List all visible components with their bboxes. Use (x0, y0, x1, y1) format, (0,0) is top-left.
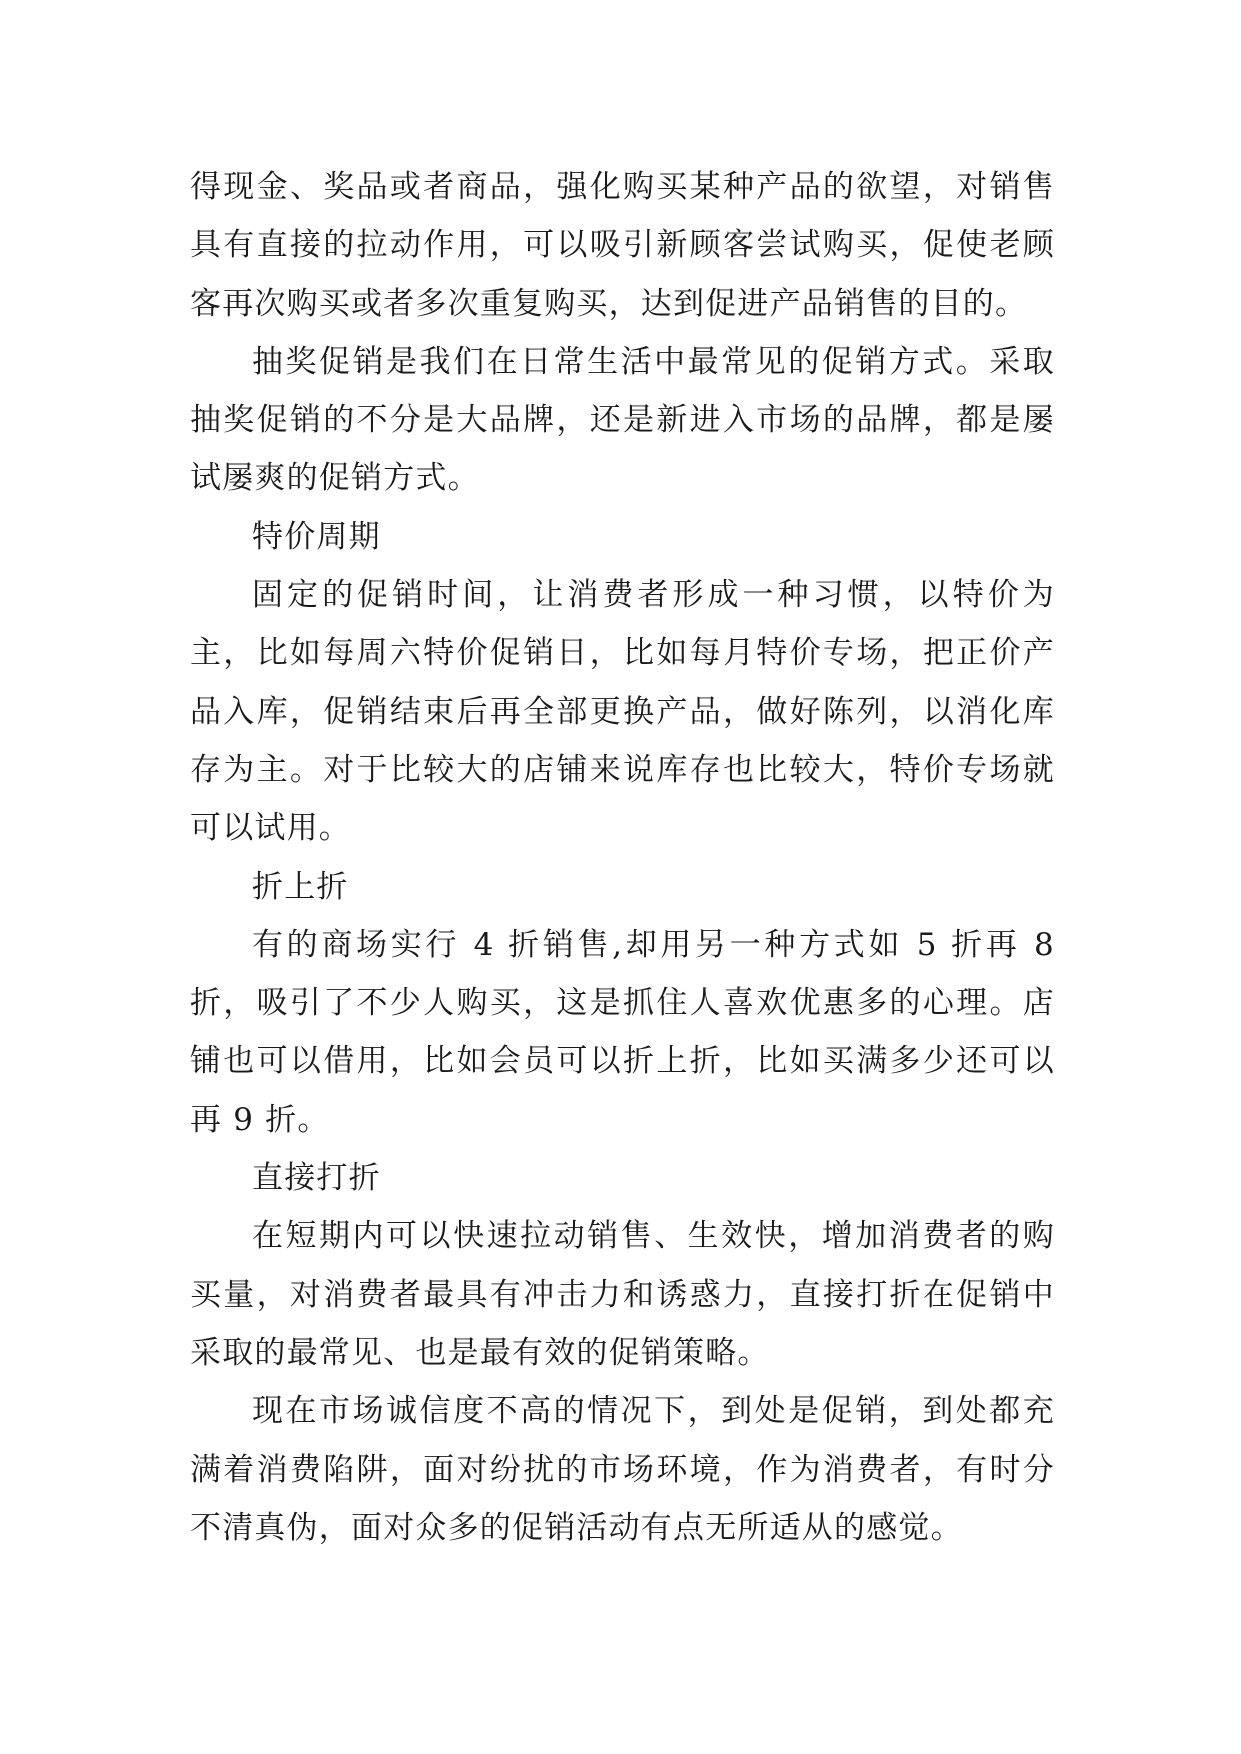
paragraph-continued: 得现金、奖品或者商品，强化购买某种产品的欲望，对销售具有直接的拉动作用，可以吸引新顾客尝试购买，促使老顾客再次购买或者多次重复购买，达到促进产品销售的目的。 (190, 169, 1055, 322)
heading-discount-on-discount: 折上折 (252, 868, 349, 905)
heading-special-price-cycle: 特价周期 (252, 518, 381, 555)
paragraph-discount-on-discount: 有的商场实行 4 折销售,却用另一种方式如 5 折再 8 折，吸引了不少人购买，这是抓住人喜欢优惠多的心理。店铺也可以借用，比如会员可以折上折，比如买满多少还可以再 9 折。 (190, 926, 1055, 1138)
paragraph-direct-discount: 在短期内可以快速拉动销售、生效快，增加消费者的购买量，对消费者最具有冲击力和诱惑力，直接打折在促销中采取的最常见、也是最有效的促销策略。 (190, 1218, 1055, 1371)
paragraph-lottery-promotion: 抽奖促销是我们在日常生活中最常见的促销方式。采取抽奖促销的不分是大品牌，还是新进入市场的品牌，都是屡试屡爽的促销方式。 (190, 343, 1055, 497)
paragraph-market-environment: 现在市场诚信度不高的情况下，到处是促销，到处都充满着消费陷阱，面对纷扰的市场环境，作为消费者，有时分不清真伪，面对众多的促销活动有点无所适从的感觉。 (190, 1393, 1055, 1546)
paragraph-special-price-cycle: 固定的促销时间，让消费者形成一种习惯，以特价为主，比如每周六特价促销日，比如每月特价专场，把正价产品入库，促销结束后再全部更换产品，做好陈列，以消化库存为主。对于比较大的店铺来说库存也比较大，特价专场就可以试用。 (190, 577, 1055, 847)
heading-direct-discount: 直接打折 (252, 1160, 381, 1197)
document-body (190, 158, 1055, 1557)
